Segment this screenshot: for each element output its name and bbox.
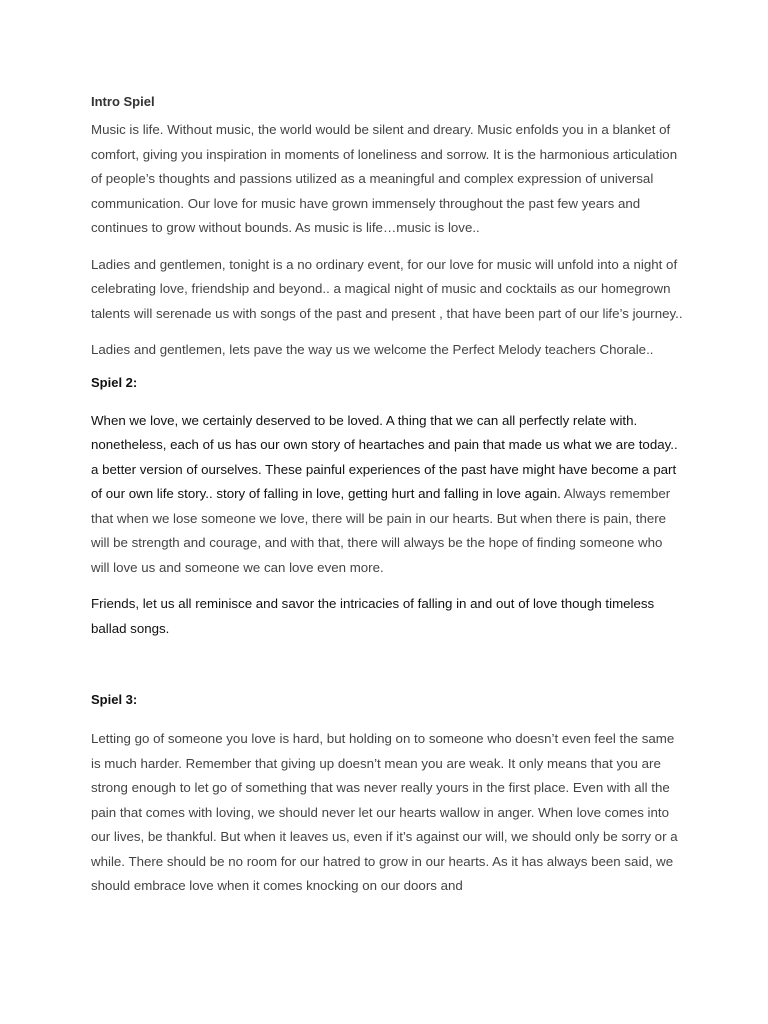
document-page: [91, 93, 683, 899]
spiel-2-heading: Spiel 2:: [91, 374, 138, 390]
spiel-2-paragraph-1-dark: When we love, we certainly deserved to be loved. A thing that we can all perfectly relate with. nonetheless, each of us has our own story of heartaches and pain that made us what we are today.. a better version of ourselves. These painful experiences of the past have might have become a part of our own life story.. story of falling in love, getting hurt and falling in love again.: [91, 412, 678, 501]
spiel-2-paragraph-2: Friends, let us all reminisce and savor the intricacies of falling in and out of love though timeless ballad songs.: [91, 596, 655, 636]
intro-paragraph-3: Ladies and gentlemen, lets pave the way us we welcome the Perfect Melody teachers Chorale..: [91, 342, 654, 357]
spiel-3-heading: Spiel 3:: [91, 692, 138, 707]
intro-paragraph-1: Music is life. Without music, the world would be silent and dreary. Music enfolds you in a blanket of comfort, giving you inspiration in moments of loneliness and sorrow. It is the harmonious articulation of people’s thoughts and passions utilized as a meaningful and complex expression of universal communication. Our love for music have grown immensely throughout the past few years and continues to grow without bounds. As music is life…music is love..: [91, 122, 678, 235]
intro-spiel-heading: Intro Spiel: [91, 94, 155, 109]
spiel-2-paragraph-1-grey: Always remember that when we lose someone we love, there will be pain in our hearts. But when there is pain, there will be strength and courage, and with that, there will always be the hope of finding someone who will love us and someone we can love even more.: [91, 486, 671, 575]
intro-paragraph-2: Ladies and gentlemen, tonight is a no ordinary event, for our love for music will unfold into a night of celebrating love, friendship and beyond.. a magical night of music and cocktails as our homegrown talents will serenade us with songs of the past and present , that have been part of our life’s journey..: [91, 256, 683, 321]
spiel-2-paragraph-1: [91, 409, 683, 581]
spiel-3-paragraph-1: Letting go of someone you love is hard, but holding on to someone who doesn’t even feel the same is much harder. Remember that giving up doesn’t mean you are weak. It only means that you are strong enough to let go of something that was never really yours in the first place. Even with all the pain that comes with loving, we should never let our hearts wallow in anger. When love comes into our lives, be thankful. But when it leaves us, even if it’s against our will, we should only be sorry or a while. There should be no room for our hatred to grow in our hearts. As it has always been said, we should embrace love when it comes knocking on our doors and: [91, 731, 678, 893]
